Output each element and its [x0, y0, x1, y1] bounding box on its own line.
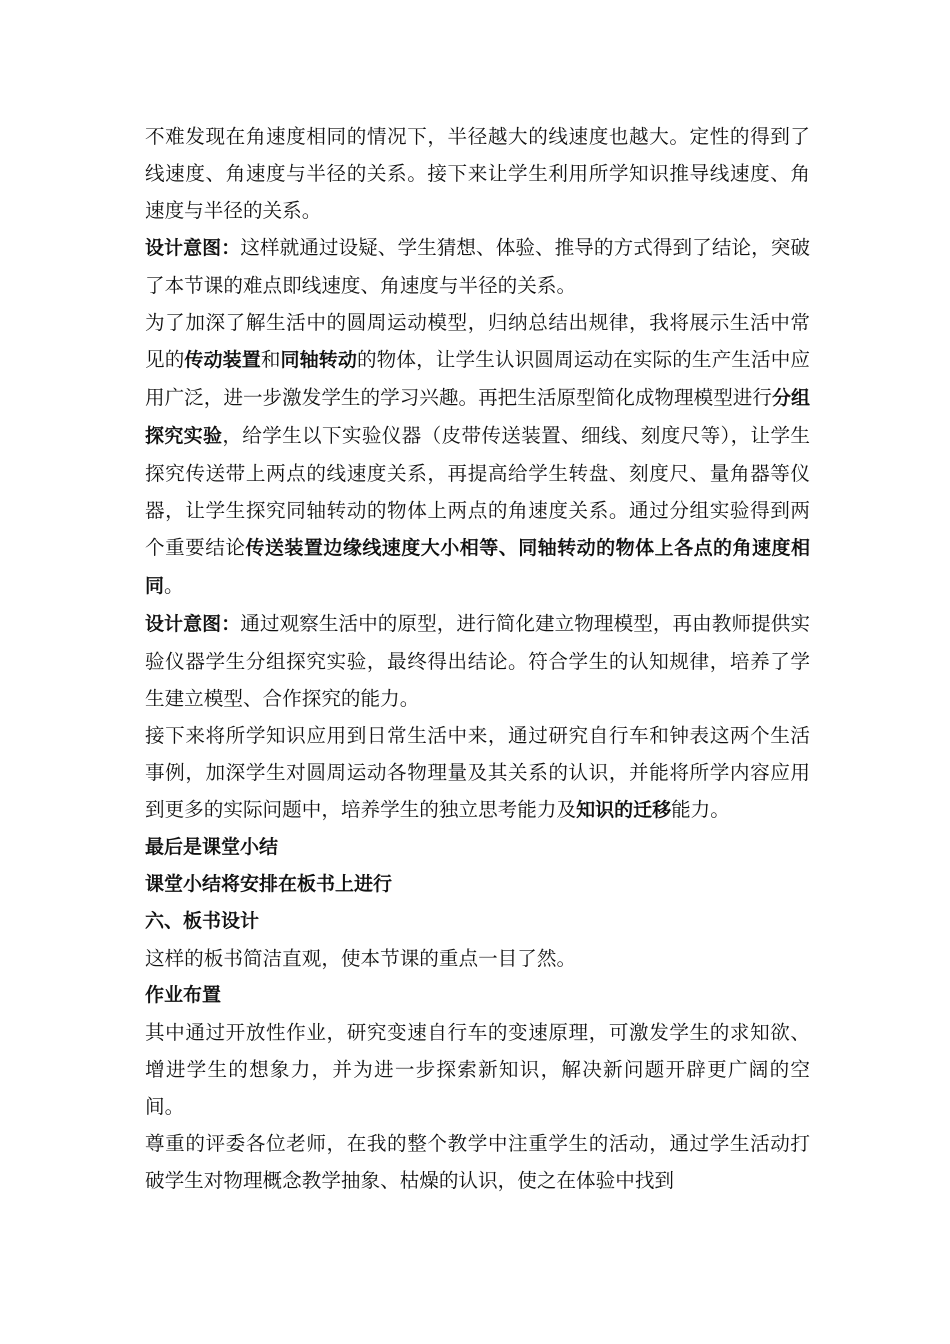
- text-run: 的物体，让学生认识圆周运动在实际的生产生活中应用广泛，进一步激发学生的学习兴趣。再把生活原型简化成物理模型进行: [145, 348, 810, 409]
- text-run: 通过观察生活中的原型，进行简化建立物理模型，再由教师提供实验仪器学生分组探究实验，最终得出结论。符合学生的认知规律，培养了学生建立模型、合作探究的能力。: [145, 612, 810, 710]
- bold-run: 设计意图：: [145, 613, 241, 635]
- text-run: 能力。: [671, 798, 730, 821]
- text-run: 不难发现在角速度相同的情况下，半径越大的线速度也越大。定性的得到了线速度、角速度与半径的关系。接下来让学生利用所学知识推导线速度、角速度与半径的关系。: [145, 125, 810, 222]
- heading-text: 六、板书设计: [145, 910, 260, 932]
- bold-run: 同轴转动: [280, 349, 357, 371]
- paragraph-1: [145, 118, 810, 229]
- heading-summary: [145, 829, 810, 866]
- heading-text: 课堂小结将安排在板书上进行: [145, 873, 393, 895]
- heading-board-design: [145, 903, 810, 940]
- heading-text: 最后是课堂小结: [145, 836, 279, 858]
- text-run: 这样就通过设疑、学生猜想、体验、推导的方式得到了结论，突破了本节课的难点即线速度、角速度与半径的关系。: [145, 236, 810, 297]
- paragraph-5: [145, 717, 810, 829]
- text-run: 尊重的评委各位老师，在我的整个教学中注重学生的活动，通过学生活动打破学生对物理概念教学抽象、枯燥的认识，使之在体验中找到: [145, 1132, 810, 1192]
- bold-run: 设计意图：: [145, 237, 241, 259]
- text-run: 和: [260, 348, 281, 371]
- bold-run: 知识的迁移: [576, 799, 672, 821]
- heading-homework: [145, 977, 810, 1014]
- bold-run: 分组探究实验: [145, 387, 811, 447]
- text-run: 接下来将所学知识应用到日常生活中来，通过研究自行车和钟表这两个生活事例，加深学生对圆周运动各物理量及其关系的认识，并能将所学内容应用到更多的实际问题中，培养学生的独立思考能力及: [145, 724, 810, 821]
- text-run: 。: [164, 574, 184, 597]
- heading-summary-board: [145, 866, 810, 903]
- paragraph-2: [145, 229, 810, 304]
- text-run: 这样的板书简洁直观，使本节课的重点一目了然。: [145, 947, 577, 970]
- text-run: 其中通过开放性作业，研究变速自行车的变速原理，可激发学生的求知欲、增进学生的想象力，并为进一步探索新知识，解决新问题开辟更广阔的空间。: [145, 1021, 810, 1118]
- document-page: [145, 118, 810, 1199]
- text-run: ，给学生以下实验仪器（皮带传送装置、细线、刻度尺等），让学生探究传送带上两点的线速度关系，再提高给学生转盘、刻度尺、量角器等仪器，让学生探究同轴转动的物体上两点的角速度关系。通过分组实验得到两个重要结论: [145, 424, 810, 559]
- text-run: 为了加深了解生活中的圆周运动模型，归纳总结出规律，我将展示生活中常见的: [145, 311, 810, 371]
- paragraph-3: [145, 304, 810, 605]
- bold-run: 传送装置边缘线速度大小相等、同轴转动的物体上各点的角速度相同: [145, 537, 810, 597]
- paragraph-homework: [145, 1014, 810, 1125]
- paragraph-closing: [145, 1125, 810, 1199]
- paragraph-board: [145, 940, 810, 977]
- paragraph-4: [145, 605, 810, 717]
- bold-run: 传动装置: [184, 349, 261, 371]
- heading-text: 作业布置: [145, 984, 222, 1006]
